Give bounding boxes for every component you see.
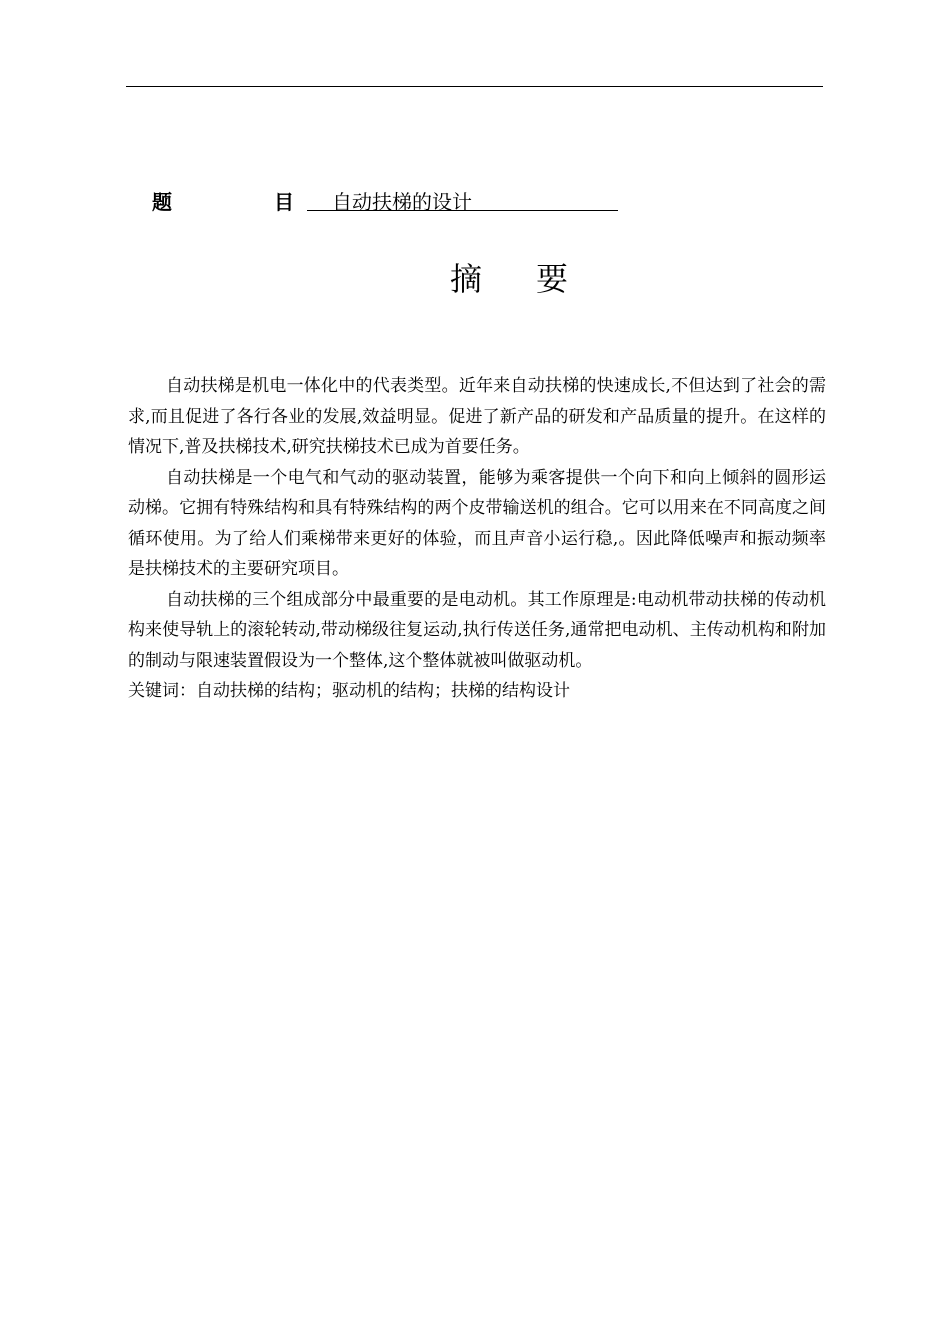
keywords-line: 关键词：自动扶梯的结构；驱动机的结构；扶梯的结构设计 xyxy=(128,681,570,701)
abstract-paragraph-3: 自动扶梯的三个组成部分中最重要的是电动机。其工作原理是:电动机带动扶梯的传动机构来使导轨上的滚轮转动,带动梯级往复运动,执行传送任务,通常把电动机、主传动机构和附加的制动与限速装置假设为一个整体,这个整体就被叫做驱动机。 xyxy=(128,589,826,671)
abstract-paragraph-2: 自动扶梯是一个电气和气动的驱动装置，能够为乘客提供一个向下和向上倾斜的圆形运动梯。它拥有特殊结构和具有特殊结构的两个皮带输送机的组合。它可以用来在不同高度之间循环使用。为了给人们乘梯带来更好的体验，而且声音小运行稳,。因此降低噪声和振动频率是扶梯技术的主要研究项目。 xyxy=(128,467,826,579)
abstract-heading-char2: 要 xyxy=(536,260,569,298)
title-value-text: 自动扶梯的设计 xyxy=(332,190,472,214)
title-label-part1: 题 xyxy=(152,190,172,214)
abstract-heading-char1: 摘 xyxy=(450,260,483,298)
title-value-field xyxy=(307,186,618,214)
title-label-part2: 目 xyxy=(274,190,294,214)
header-rule xyxy=(126,86,823,87)
abstract-paragraph-1: 自动扶梯是机电一体化中的代表类型。近年来自动扶梯的快速成长,不但达到了社会的需求,而且促进了各行各业的发展,效益明显。促进了新产品的研发和产品质量的提升。在这样的情况下,普及扶梯技术,研究扶梯技术已成为首要任务。 xyxy=(128,376,826,457)
abstract-body xyxy=(128,371,826,707)
title-row xyxy=(0,186,950,216)
